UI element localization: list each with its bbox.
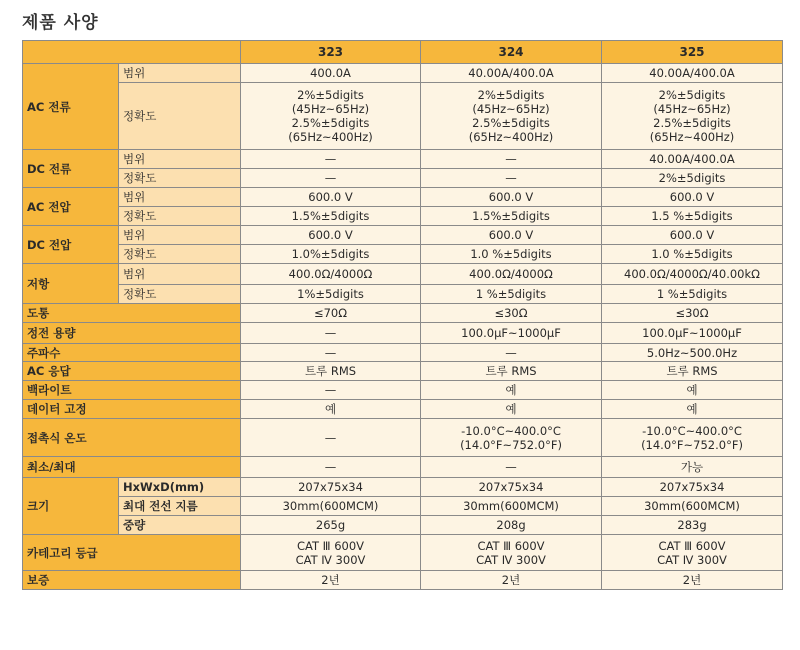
spec-value: 2년 <box>241 571 421 590</box>
spec-value: 400.0Ω/4000Ω <box>421 264 602 285</box>
row-category: AC 전류 <box>23 64 119 150</box>
row-subcategory: 정확도 <box>119 169 241 188</box>
spec-value: — <box>421 344 602 362</box>
spec-value: 1 %±5digits <box>602 285 783 304</box>
spec-value: — <box>241 457 421 478</box>
spec-value: 1%±5digits <box>241 285 421 304</box>
spec-value: 트루 RMS <box>241 362 421 381</box>
row-category: AC 전압 <box>23 188 119 226</box>
table-row <box>23 478 783 497</box>
spec-value: 40.00A/400.0A <box>602 64 783 83</box>
spec-value: 207x75x34 <box>241 478 421 497</box>
row-category: 백라이트 <box>23 381 241 400</box>
row-subcategory: 중량 <box>119 516 241 535</box>
spec-value: 265g <box>241 516 421 535</box>
spec-value: 100.0μF~1000μF <box>421 323 602 344</box>
row-subcategory: HxWxD(mm) <box>119 478 241 497</box>
spec-value: 400.0A <box>241 64 421 83</box>
spec-value: 207x75x34 <box>602 478 783 497</box>
spec-value: ≤70Ω <box>241 304 421 323</box>
spec-table <box>22 40 783 590</box>
spec-value: CAT Ⅲ 600V CAT Ⅳ 300V <box>602 535 783 571</box>
spec-value: 40.00A/400.0A <box>421 64 602 83</box>
table-row <box>23 285 783 304</box>
spec-value: -10.0°C~400.0°C (14.0°F~752.0°F) <box>421 419 602 457</box>
spec-value: 예 <box>241 400 421 419</box>
spec-value: — <box>241 419 421 457</box>
spec-value: 2년 <box>602 571 783 590</box>
spec-value: 1.5%±5digits <box>241 207 421 226</box>
spec-value: — <box>241 381 421 400</box>
spec-value: 1 %±5digits <box>421 285 602 304</box>
spec-value: 100.0μF~1000μF <box>602 323 783 344</box>
table-row <box>23 150 783 169</box>
table-row <box>23 535 783 571</box>
spec-value: 600.0 V <box>602 226 783 245</box>
spec-value: 트루 RMS <box>421 362 602 381</box>
page-title: 제품 사양 <box>22 13 99 33</box>
table-row <box>23 245 783 264</box>
spec-value: — <box>421 150 602 169</box>
spec-value: 600.0 V <box>602 188 783 207</box>
spec-value: 40.00A/400.0A <box>602 150 783 169</box>
spec-value: 30mm(600MCM) <box>241 497 421 516</box>
spec-value: 1.0%±5digits <box>241 245 421 264</box>
spec-value: 예 <box>421 400 602 419</box>
spec-value: 예 <box>602 400 783 419</box>
table-row <box>23 83 783 150</box>
model-header: 323 <box>241 41 421 64</box>
table-row <box>23 381 783 400</box>
spec-value: 600.0 V <box>421 226 602 245</box>
spec-value: 208g <box>421 516 602 535</box>
row-category: DC 전류 <box>23 150 119 188</box>
spec-value: 2%±5digits (45Hz~65Hz) 2.5%±5digits (65Hz~400Hz) <box>421 83 602 150</box>
model-header: 324 <box>421 41 602 64</box>
spec-value: 30mm(600MCM) <box>602 497 783 516</box>
spec-value: — <box>241 323 421 344</box>
spec-value: — <box>241 344 421 362</box>
table-row <box>23 362 783 381</box>
spec-value: 1.0 %±5digits <box>421 245 602 264</box>
table-row <box>23 419 783 457</box>
spec-value: 400.0Ω/4000Ω/40.00kΩ <box>602 264 783 285</box>
row-subcategory: 범위 <box>119 188 241 207</box>
spec-value: 400.0Ω/4000Ω <box>241 264 421 285</box>
row-subcategory: 최대 전선 지름 <box>119 497 241 516</box>
spec-value: 1.5%±5digits <box>421 207 602 226</box>
model-header: 325 <box>602 41 783 64</box>
row-subcategory: 범위 <box>119 150 241 169</box>
table-row <box>23 226 783 245</box>
spec-value: 예 <box>602 381 783 400</box>
spec-value: ≤30Ω <box>602 304 783 323</box>
table-row <box>23 323 783 344</box>
table-row <box>23 571 783 590</box>
row-category: 도통 <box>23 304 241 323</box>
spec-value: 2년 <box>421 571 602 590</box>
row-subcategory: 범위 <box>119 264 241 285</box>
row-category: 카테고리 등급 <box>23 535 241 571</box>
spec-value: — <box>421 169 602 188</box>
spec-value: 1.0 %±5digits <box>602 245 783 264</box>
spec-value: 5.0Hz~500.0Hz <box>602 344 783 362</box>
row-category: 최소/최대 <box>23 457 241 478</box>
spec-value: 트루 RMS <box>602 362 783 381</box>
row-category: 크기 <box>23 478 119 535</box>
spec-value: CAT Ⅲ 600V CAT Ⅳ 300V <box>241 535 421 571</box>
spec-value: 283g <box>602 516 783 535</box>
table-row <box>23 207 783 226</box>
spec-value: 600.0 V <box>421 188 602 207</box>
spec-value: — <box>421 457 602 478</box>
table-row <box>23 497 783 516</box>
row-subcategory: 정확도 <box>119 207 241 226</box>
table-row <box>23 188 783 207</box>
spec-value: CAT Ⅲ 600V CAT Ⅳ 300V <box>421 535 602 571</box>
spec-value: ≤30Ω <box>421 304 602 323</box>
table-row <box>23 457 783 478</box>
spec-value: 2%±5digits (45Hz~65Hz) 2.5%±5digits (65Hz~400Hz) <box>602 83 783 150</box>
row-category: 주파수 <box>23 344 241 362</box>
spec-value: — <box>241 169 421 188</box>
spec-value: 30mm(600MCM) <box>421 497 602 516</box>
spec-value: 가능 <box>602 457 783 478</box>
spec-value: 600.0 V <box>241 188 421 207</box>
spec-value: 207x75x34 <box>421 478 602 497</box>
row-category: AC 응답 <box>23 362 241 381</box>
row-category: 보증 <box>23 571 241 590</box>
table-row <box>23 64 783 83</box>
table-row <box>23 304 783 323</box>
row-category: 저항 <box>23 264 119 304</box>
spec-value: 2%±5digits <box>602 169 783 188</box>
spec-value: 1.5 %±5digits <box>602 207 783 226</box>
row-subcategory: 범위 <box>119 226 241 245</box>
table-row <box>23 400 783 419</box>
header-blank <box>23 41 241 64</box>
table-row <box>23 344 783 362</box>
row-subcategory: 정확도 <box>119 245 241 264</box>
row-category: 정전 용량 <box>23 323 241 344</box>
row-subcategory: 범위 <box>119 64 241 83</box>
row-category: 데이터 고정 <box>23 400 241 419</box>
row-category: DC 전압 <box>23 226 119 264</box>
row-subcategory: 정확도 <box>119 285 241 304</box>
spec-value: — <box>241 150 421 169</box>
table-row <box>23 264 783 285</box>
spec-value: -10.0°C~400.0°C (14.0°F~752.0°F) <box>602 419 783 457</box>
header-row <box>23 41 783 64</box>
row-category: 접촉식 온도 <box>23 419 241 457</box>
spec-value: 예 <box>421 381 602 400</box>
table-row <box>23 516 783 535</box>
row-subcategory: 정확도 <box>119 83 241 150</box>
spec-value: 600.0 V <box>241 226 421 245</box>
spec-value: 2%±5digits (45Hz~65Hz) 2.5%±5digits (65Hz~400Hz) <box>241 83 421 150</box>
table-row <box>23 169 783 188</box>
